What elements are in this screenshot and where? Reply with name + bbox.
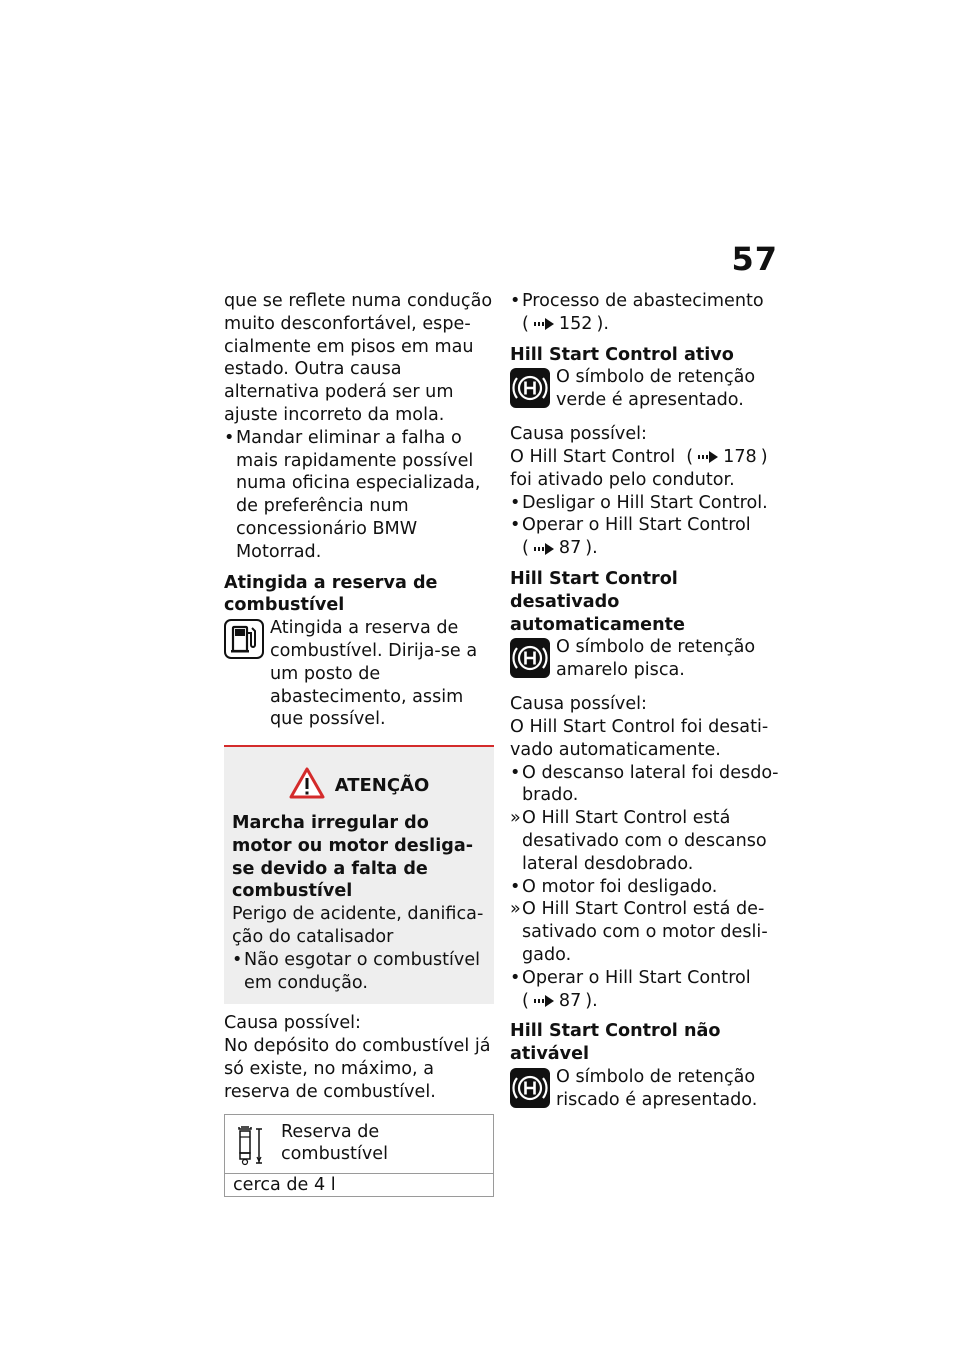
- result-arrow-icon: »: [510, 899, 521, 920]
- page-reference-arrow-icon: [533, 542, 555, 556]
- result-item: » O Hill Start Control está desativado com o motor desligado.: [510, 899, 768, 965]
- hsc-auto-list: [510, 762, 782, 1013]
- warning-box: [224, 745, 494, 1004]
- bullet-icon: •: [232, 949, 243, 970]
- spec-value: cerca de 4 l: [233, 1174, 336, 1195]
- hsc-auto-row: [510, 636, 782, 685]
- warning-item: • Não esgotar o combustível em condução.: [232, 949, 481, 993]
- hsc-auto-cause-label: Causa possível:: [510, 694, 647, 715]
- action-item: • Operar o Hill Start Control ( 87 ).: [510, 515, 751, 559]
- spec-label: Reserva de combustível: [281, 1121, 388, 1165]
- bullet-icon: •: [510, 291, 521, 311]
- refuel-list: [510, 290, 782, 336]
- bullet-icon: •: [510, 492, 521, 513]
- fuel-reserve-row: [224, 617, 494, 731]
- page-reference-arrow-icon: [533, 994, 555, 1008]
- hsc-active-heading: Hill Start Control ativo: [510, 344, 734, 365]
- fuel-reserve-text: Atingida a reserva de combustível. Dirija-se a um posto de abastecimento, assim que possível.: [270, 618, 478, 730]
- page-number: 57: [731, 240, 778, 278]
- hsc-auto-cause-text: O Hill Start Control foi desativado automaticamente.: [510, 716, 769, 760]
- spec-header: [225, 1115, 493, 1174]
- hsc-active-cause-label: Causa possível:: [510, 424, 647, 445]
- warning-header: [232, 767, 486, 806]
- result-item: » O Hill Start Control está desativado com o descanso lateral desdobrado.: [510, 808, 767, 874]
- page-reference-arrow-icon: [697, 450, 719, 464]
- bullet-icon: •: [510, 762, 521, 783]
- hsc-unavailable-symbol-text: O símbolo de retenção riscado é apresentado.: [556, 1066, 758, 1110]
- fuel-reserve-heading: Atingida a reserva de combustível: [224, 572, 438, 616]
- page-reference[interactable]: ( 152 ).: [522, 313, 609, 334]
- hill-start-hold-icon: [510, 368, 550, 415]
- hsc-active-cause-text: O Hill Start Control ( 178 ) foi ativado pelo condutor.: [510, 446, 768, 490]
- result-arrow-icon: »: [510, 808, 521, 829]
- hsc-unavailable-row: [510, 1066, 782, 1115]
- action-item: • Desligar o Hill Start Control.: [510, 492, 768, 513]
- hsc-active-symbol-text: O símbolo de retenção verde é apresentado.: [556, 367, 756, 411]
- page-reference[interactable]: ( 87 ).: [522, 538, 598, 559]
- left-column: [224, 290, 494, 1197]
- bullet-icon: •: [510, 515, 521, 536]
- cause-label: Causa possível:: [224, 1013, 361, 1034]
- bullet-icon: •: [224, 427, 235, 448]
- intro-paragraph: que se reflete numa condução muito desconfortável, especialmente em pisos em mau estado. Outra causa alternativa poderá ser um ajuste incorreto da mola.: [224, 291, 493, 425]
- hsc-auto-heading: Hill Start Control desativado automaticamente: [510, 568, 685, 635]
- page-reference[interactable]: ( 87 ).: [522, 990, 598, 1011]
- action-list: [224, 427, 494, 564]
- fuel-pump-icon: [224, 619, 264, 666]
- page-reference-arrow-icon: [533, 317, 555, 331]
- action-item: • Mandar eliminar a falha o mais rapidamente possível numa oficina especializada, de preferência num concessionário BMW Motorrad.: [224, 427, 481, 562]
- warning-text: Perigo de acidente, danificação do catalisador: [232, 904, 484, 947]
- cause-text: No depósito do combustível já só existe, no máximo, a reserva de combustível.: [224, 1036, 491, 1102]
- hsc-active-row: [510, 366, 782, 415]
- condition-item: • O motor foi desligado.: [510, 876, 718, 897]
- hsc-active-actions: [510, 492, 782, 560]
- warning-title: ATENÇÃO: [334, 775, 430, 797]
- warning-heading: Marcha irregular do motor ou motor desliga-se devido a falta de combustível: [232, 812, 474, 902]
- hsc-auto-symbol-text: O símbolo de retenção amarelo pisca.: [556, 637, 756, 681]
- bullet-icon: •: [510, 967, 521, 988]
- refuel-item: • Processo de abastecimento ( 152 ).: [510, 291, 764, 334]
- bullet-icon: •: [510, 876, 521, 897]
- condition-item: • O descanso lateral foi desdobrado.: [510, 762, 779, 806]
- hsc-unavailable-heading: Hill Start Control não ativável: [510, 1021, 721, 1065]
- hill-start-hold-crossed-icon: [510, 1068, 550, 1115]
- right-column: [510, 290, 782, 1115]
- action-item: • Operar o Hill Start Control ( 87 ).: [510, 967, 751, 1011]
- page-reference[interactable]: ( 178 ): [686, 446, 768, 467]
- spec-table: [224, 1114, 494, 1198]
- hill-start-hold-icon: [510, 638, 550, 685]
- warning-list: [232, 949, 486, 995]
- warning-triangle-icon: [289, 767, 325, 806]
- fuel-reserve-gauge-icon: [233, 1123, 269, 1174]
